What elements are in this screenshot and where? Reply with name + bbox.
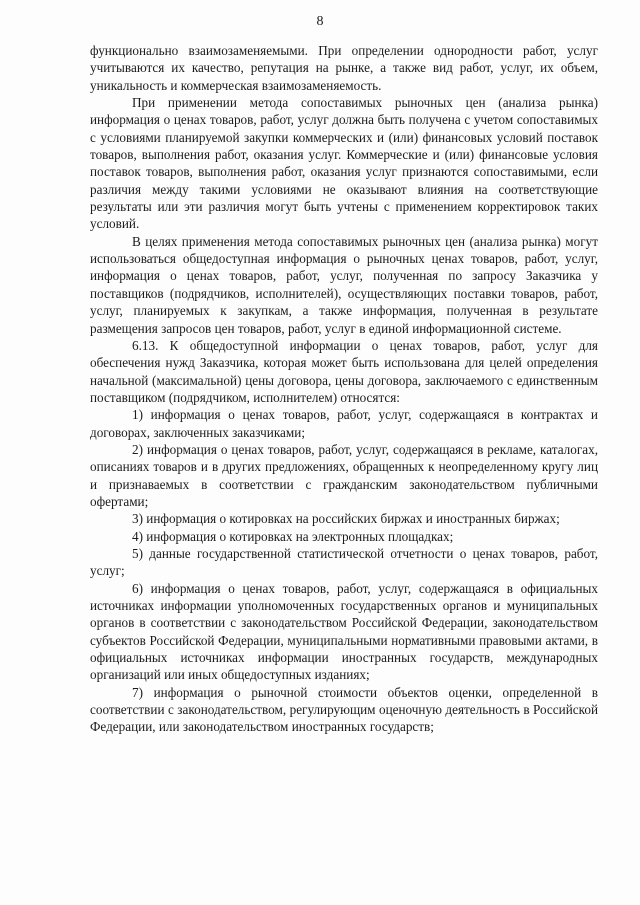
list-item-4: 4) информация о котировках на электронных площадках; <box>132 528 454 544</box>
paragraph-continuation: функционально взаимозаменяемыми. При определении однородности работ, услуг учитываются их качество, репутация на рынке, а также вид работ, услуг, их объем, уникальность и коммерческая взаимозаменяемость. <box>90 43 598 93</box>
list-item-2: 2) информация о ценах товаров, работ, услуг, содержащаяся в рекламе, каталогах, описаниях товаров и в других предложениях, обращенных к неопределенному кругу лиц и признаваемых в соответствии с гражданским законодательством публичными офертами; <box>90 441 598 509</box>
list-item-5: 5) данные государственной статистической отчетности о ценах товаров, работ, услуг; <box>90 545 598 579</box>
list-item-3: 3) информация о котировках на российских биржах и иностранных биржах; <box>132 511 560 527</box>
list-item-1: 1) информация о ценах товаров, работ, услуг, содержащаяся в контрактах и договорах, заключенных заказчиками; <box>90 407 598 440</box>
list-item-7: 7) информация о рыночной стоимости объектов оценки, определенной в соответствии с законодательством, регулирующим оценочную деятельность в Российской Федерации, или законодательством иностранных государств; <box>90 684 598 735</box>
paragraph-information-sources: В целях применения метода сопоставимых рыночных цен (анализа рынка) могут использоваться общедоступная информация о рыночных ценах товаров, работ, услуг, информация о ценах товаров, работ, услуг, полученная по запросу Заказчика у поставщиков (подрядчиков, исполнителей), осуществляющих поставки товаров, работ, услуг, планируемых к закупкам, а также информация, полученная в результате размещения запросов цен товаров, работ, услуг в единой информационной системе. <box>90 233 598 336</box>
page-number: 8 <box>316 14 324 29</box>
paragraph-market-analysis-method: При применении метода сопоставимых рыночных цен (анализа рынка) информация о ценах товаров, работ, услуг должна быть получена с учетом сопоставимых с условиями планируемой закупки коммерческих и (или) финансовых условий поставок товаров, выполнения работ, оказания услуг. Коммерческие и (или) финансовые условия поставок товаров, выполнения работ, оказания услуг признаются сопоставимыми, если различия между такими условиями не оказывают влияния на соответствующие результаты или эти различия могут быть учтены с применением корректировок таких условий. <box>90 95 598 232</box>
paragraph-section-6-13: 6.13. К общедоступной информации о ценах товаров, работ, услуг для обеспечения нужд Заказчика, которая может быть использована для целей определения начальной (максимальной) цены договора, цены договора, заключаемого с единственным поставщиком (подрядчиком, исполнителем) относятся: <box>90 337 598 405</box>
list-item-6: 6) информация о ценах товаров, работ, услуг, содержащаяся в официальных источниках информации уполномоченных государственных органов и муниципальных органов в соответствии с законодательством Российской Федерации, законодательством субъектов Российской Федерации, муниципальными нормативными правовыми актами, в официальных источниках информации иностранных государств, международных организаций или иных общедоступных изданиях; <box>90 580 598 683</box>
document-body <box>90 42 598 736</box>
